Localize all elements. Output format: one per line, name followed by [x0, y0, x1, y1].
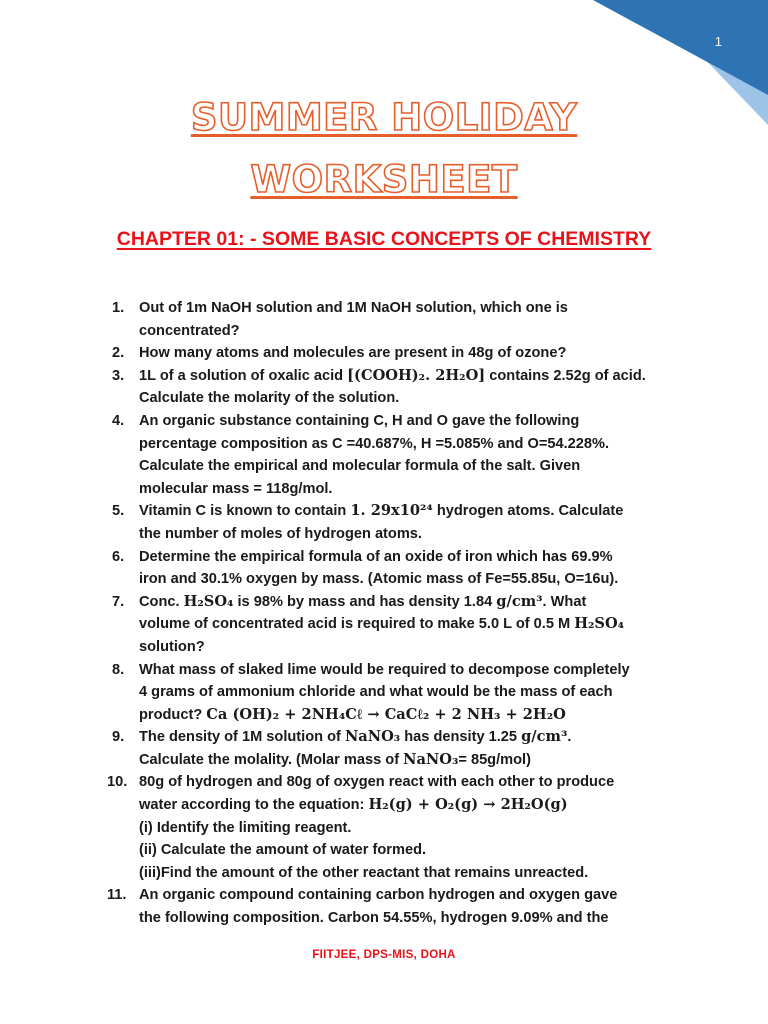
question-number: 9. — [112, 729, 125, 746]
question-text: Conc. — [139, 593, 180, 610]
question-number: 3. — [112, 367, 125, 384]
math-value: 1. 29x10²⁴ — [350, 502, 433, 520]
question-number: 4. — [112, 412, 125, 429]
chemical-formula: NaNO₃ — [344, 728, 401, 746]
question-text: Vitamin C is known to contain — [139, 503, 347, 520]
chemical-equation: H₂(g) + O₂(g) → 2H₂O(g) — [368, 796, 568, 814]
question-text: Calculate the molarity of the solution. — [139, 390, 400, 407]
question-10 — [107, 771, 692, 884]
page-footer: FIITJEE, DPS-MIS, DOHA — [312, 949, 456, 961]
question-text: concentrated? — [139, 322, 240, 339]
chemical-formula: H₂SO₄ — [183, 592, 234, 610]
question-5 — [112, 500, 692, 545]
chapter-heading: CHAPTER 01: - SOME BASIC CONCEPTS OF CHEMISTRY — [116, 228, 652, 250]
question-1 — [112, 297, 692, 342]
question-number: 7. — [112, 593, 125, 610]
question-text: Out of 1m NaOH solution and 1M NaOH solution, which one is — [139, 300, 568, 316]
question-8 — [112, 659, 692, 727]
question-text: 1L of a solution of oxalic acid — [139, 367, 344, 384]
question-text: contains 2.52g of acid. — [489, 367, 646, 384]
question-text: 80g of hydrogen and 80g of oxygen react with each other to produce — [139, 774, 615, 791]
question-text: 4 grams of ammonium chloride and what would be the mass of each — [139, 684, 613, 701]
question-text: volume of concentrated acid is required to make 5.0 L of 0.5 M — [139, 616, 571, 633]
question-number: 11. — [107, 887, 127, 904]
question-text: (ii) Calculate the amount of water formed. — [139, 842, 427, 859]
question-7 — [112, 591, 692, 659]
question-text: How many atoms and molecules are present in 48g of ozone? — [139, 345, 567, 362]
question-number: 8. — [112, 661, 125, 678]
question-4 — [112, 410, 692, 500]
question-text: (i) Identify the limiting reagent. — [139, 819, 352, 836]
question-text: = 85g/mol) — [458, 751, 531, 768]
question-text: is 98% by mass and has density 1.84 — [237, 593, 493, 610]
question-text: Calculate the molality. (Molar mass of — [139, 751, 400, 768]
question-text: . — [567, 729, 572, 746]
question-text: solution? — [139, 638, 205, 655]
chemical-equation: Ca (OH)₂ + 2NH₄Cℓ → CaCℓ₂ + 2 NH₃ + 2H₂O — [206, 705, 566, 723]
question-number: 6. — [112, 548, 125, 565]
question-number: 1. — [112, 300, 125, 316]
question-text: percentage composition as C =40.687%, H =5.085% and O=54.228%. — [139, 435, 610, 452]
question-2 — [112, 342, 692, 365]
question-text: water according to the equation: — [139, 797, 365, 814]
question-text: Calculate the empirical and molecular formula of the salt. Given — [139, 458, 581, 475]
question-text: An organic substance containing C, H and O gave the following — [139, 412, 580, 429]
question-text: molecular mass = 118g/mol. — [139, 480, 333, 497]
chemical-formula: [(COOH)₂. 2H₂O] — [347, 366, 486, 384]
question-9 — [112, 726, 692, 771]
question-text: (iii)Find the amount of the other reactant that remains unreacted. — [139, 864, 589, 881]
question-text: product? — [139, 706, 203, 723]
page-number: 1 — [714, 34, 722, 49]
title-line-2: WORKSHEET — [250, 158, 518, 201]
question-text: the following composition. Carbon 54.55%, hydrogen 9.09% and the — [139, 910, 609, 927]
question-text: What mass of slaked lime would be required to decompose completely — [139, 661, 630, 678]
question-text: has density 1.25 — [404, 729, 518, 746]
unit: g/cm³ — [521, 728, 568, 746]
unit: g/cm³ — [496, 592, 543, 610]
question-11 — [107, 884, 692, 929]
question-number: 5. — [112, 503, 125, 520]
title-line-1: SUMMER HOLIDAY — [190, 96, 578, 139]
question-text: The density of 1M solution of — [139, 729, 341, 746]
question-text: An organic compound containing carbon hydrogen and oxygen gave — [139, 887, 618, 904]
question-text: hydrogen atoms. Calculate — [436, 503, 624, 520]
question-number: 2. — [112, 345, 125, 362]
question-6 — [112, 546, 692, 591]
question-text: Determine the empirical formula of an oxide of iron which has 69.9% — [139, 548, 613, 565]
chemical-formula: NaNO₃ — [403, 750, 459, 768]
question-text: iron and 30.1% oxygen by mass. (Atomic mass of Fe=55.85u, O=16u). — [139, 571, 619, 588]
question-3 — [112, 365, 692, 410]
question-number: 10. — [107, 774, 128, 791]
chemical-formula: H₂SO₄ — [574, 615, 625, 633]
question-text: the number of moles of hydrogen atoms. — [139, 525, 422, 542]
question-list — [107, 297, 692, 930]
question-text: . What — [542, 593, 587, 610]
